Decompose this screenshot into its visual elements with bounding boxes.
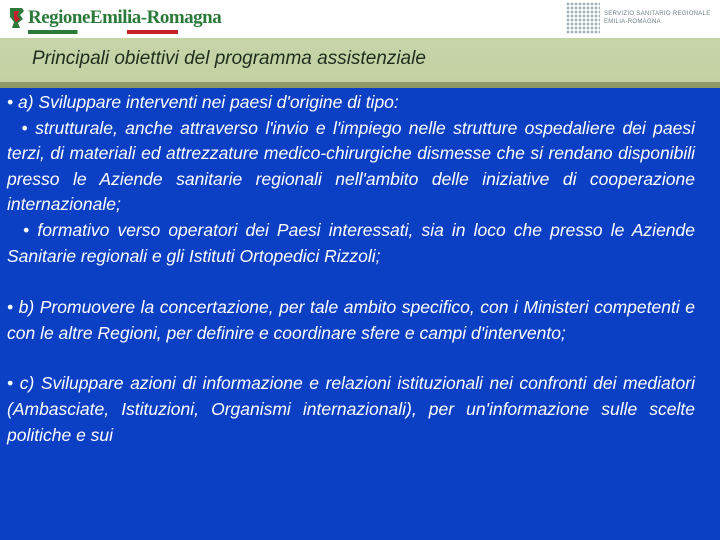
paragraph-c: • c) Sviluppare azioni di informazione e relazioni istituzionali nei confronti dei mediatori (Ambasciate, Istituzioni, Organismi internazionali), per un'informazione sulle scelte politiche e sui (7, 373, 695, 445)
paragraph-b: • b) Promuovere la concertazione, per tale ambito specifico, con i Ministeri competenti e con le altre Regioni, per definire e coordinare sfere e campi d'intervento; (7, 297, 695, 343)
logo-text: RegioneEmilia-Romagna (28, 7, 222, 28)
service-line2: EMILIA-ROMAGNA (604, 19, 661, 25)
logo-underline (28, 30, 178, 34)
service-line1: SERVIZIO SANITARIO REGIONALE (604, 11, 711, 17)
content-area (0, 88, 720, 540)
regione-logo (8, 3, 221, 33)
bullet-icon: • (21, 117, 28, 138)
title-bar (0, 38, 720, 82)
region-flag-icon (8, 7, 26, 29)
body-text (7, 90, 695, 448)
header (0, 0, 720, 38)
slide-title: Principali obiettivi del programma assistenziale (32, 48, 426, 69)
service-text (604, 10, 711, 26)
item1-text: strutturale, anche attraverso l'invio e l'impiego nelle strutture ospedaliere dei paesi terzi, di materiali ed attrezzature medico-chirurgiche dismesse che si rendano disponibili presso le Aziende sanitarie regionali nell'ambito delle iniziative di cooperazione internazionale; (7, 117, 695, 215)
service-logo (566, 2, 711, 34)
paragraph-a-item2 (7, 218, 695, 269)
paragraph-a-item1 (7, 116, 695, 218)
service-dots-icon (566, 2, 600, 34)
bullet-icon: • (23, 219, 30, 240)
paragraph-a-intro: • a) Sviluppare interventi nei paesi d'origine di tipo: (7, 92, 399, 112)
item2-text: formativo verso operatori dei Paesi interessati, sia in loco che presso le Aziende Sanitarie regionali e gli Istituti Ortopedici Rizzoli; (7, 219, 695, 266)
